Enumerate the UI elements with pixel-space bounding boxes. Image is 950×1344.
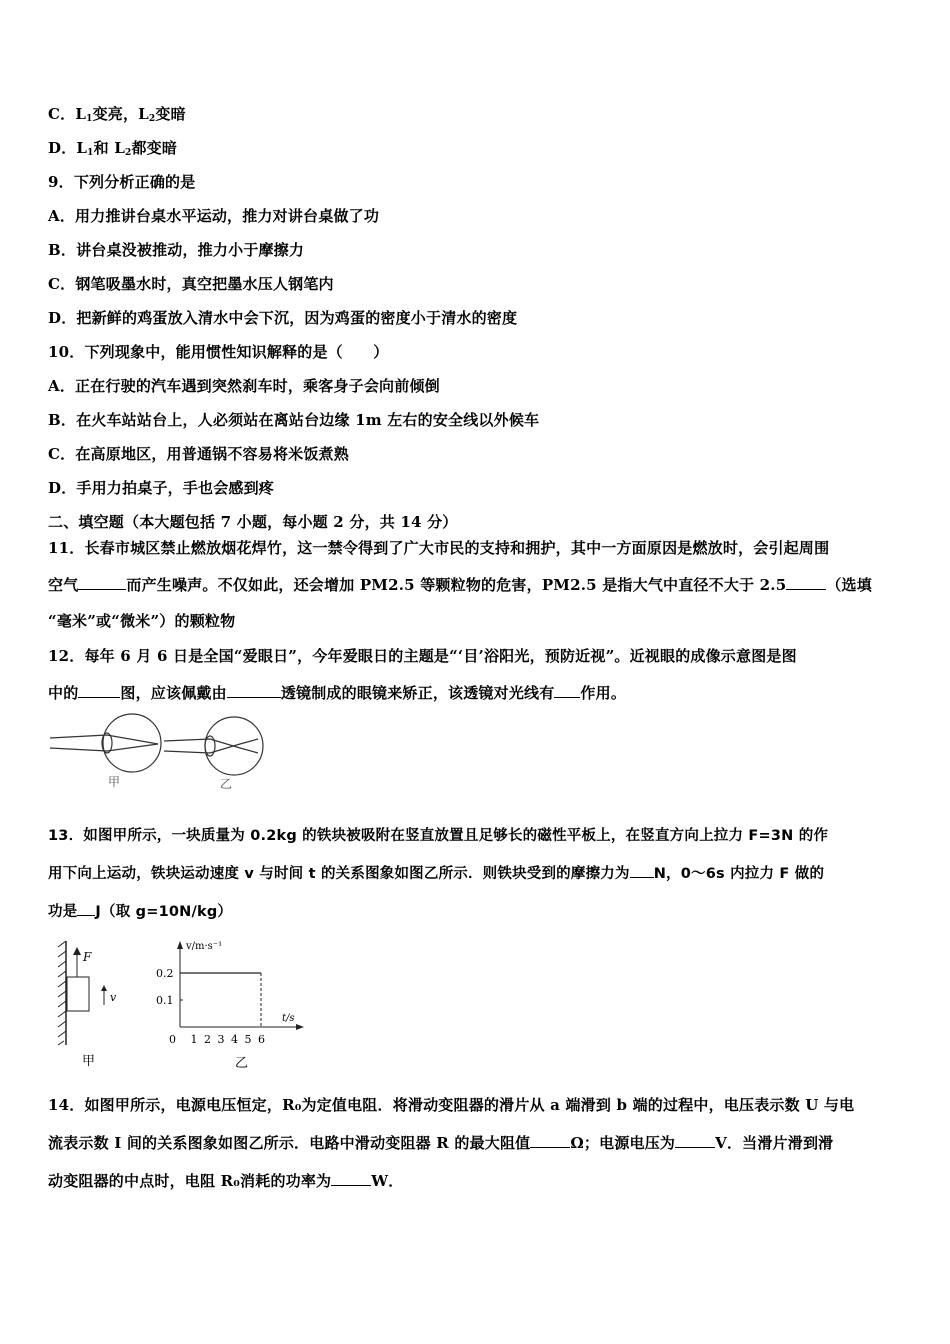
- force-label: F: [83, 950, 92, 964]
- eye-b-ray-top: [164, 739, 258, 753]
- velocity-arrow-head: [101, 985, 107, 991]
- x-tick-label: 0: [169, 1033, 176, 1046]
- answer-blank: [630, 864, 654, 878]
- question-14-line-1: 14．如图甲所示，电源电压恒定，R₀为定值电阻．将滑动变阻器的滑片从 a 端滑到 b 端的过程中，电压表示数 U 与电: [48, 1096, 855, 1114]
- question-12-line-2: 中的 图，应该佩戴由 透镜制成的眼镜来矫正，该透镜对光线有 作用。: [48, 684, 627, 702]
- board-hatching: [58, 941, 66, 1045]
- question-9-option-a: A．用力推讲台桌水平运动，推力对讲台桌做了功: [48, 207, 380, 225]
- velocity-time-chart: [150, 935, 320, 1075]
- question-10-option-b: B．在火车站站台上，人必须站在离站台边缘 1m 左右的安全线以外候车: [48, 411, 540, 429]
- question-13-line-2: 用下向上运动，铁块运动速度 v 与时间 t 的关系图象如图乙所示．则铁块受到的摩擦力为 N，0～6s 内拉力 F 做的: [48, 866, 825, 882]
- x-tick-label: 3: [217, 1033, 225, 1046]
- question-10-option-c: C．在高原地区，用普通锅不容易将米饭煮熟: [48, 445, 349, 463]
- question-11-line-3: “毫米”或“微米”）的颗粒物: [48, 612, 236, 630]
- question-9-option-c: C．钢笔吸墨水时，真空把墨水压人钢笔内: [48, 275, 334, 293]
- block-on-board-figure: [50, 935, 130, 1075]
- x-tick-label: 6: [258, 1033, 265, 1046]
- option-d: D．$L_1$和 $L_2$都变暗: [48, 139, 178, 158]
- x-axis-label: t/s: [282, 1013, 295, 1024]
- option-c: C．$L_1$变亮，$L_2$变暗: [48, 105, 186, 124]
- answer-blank: [554, 684, 580, 698]
- section-2-heading: 二、填空题（本大题包括 7 小题，每小题 2 分，共 14 分）: [48, 513, 458, 531]
- eye-a-label: 甲: [108, 775, 121, 789]
- question-10: 10．下列现象中，能用惯性知识解释的是（ ）: [48, 343, 389, 361]
- question-11-line-2: 空气 而产生噪声。不仅如此，还会增加 PM2.5 等颗粒物的危害，PM2.5 是指大气中直径不大于 2.5 （选填: [48, 576, 872, 594]
- question-10-option-d: D．手用力拍桌子，手也会感到疼: [48, 479, 275, 497]
- answer-blank: [77, 902, 95, 916]
- y-tick-label: 0.2: [156, 967, 174, 980]
- answer-blank: [227, 684, 281, 698]
- answer-blank: [530, 1134, 570, 1148]
- y-tick-label: 0.1: [156, 994, 174, 1007]
- answer-blank: [675, 1134, 715, 1148]
- x-tick-label: 5: [244, 1033, 252, 1046]
- question-9: 9．下列分析正确的是: [48, 173, 196, 191]
- velocity-label: v: [110, 991, 117, 1004]
- answer-blank: [331, 1172, 371, 1186]
- question-12-line-1: 12．每年 6 月 6 日是全国“爱眼日”，今年爱眼日的主题是“‘目’浴阳光，预防近视”。近视眼的成像示意图是图: [48, 647, 797, 665]
- eye-b-ray-bottom: [164, 739, 258, 753]
- question-13-line-3: 功是 J（取 g=10N/kg）: [48, 904, 233, 920]
- answer-blank: [786, 576, 826, 590]
- x-tick-label: 2: [204, 1033, 211, 1046]
- eye-b-label: 乙: [220, 777, 233, 790]
- question-10-option-a: A．正在行驶的汽车遇到突然刹车时，乘客身子会向前倾倒: [48, 377, 440, 395]
- x-tick-label: 1: [190, 1033, 198, 1046]
- y-axis-arrow: [177, 941, 183, 949]
- question-14-line-2: 流表示数 I 间的关系图象如图乙所示．电路中滑动变阻器 R 的最大阻值 Ω；电源电压为 V．当滑片滑到滑: [48, 1134, 834, 1152]
- figure-b-caption: 乙: [235, 1056, 249, 1071]
- figure-a-caption: 甲: [82, 1054, 96, 1069]
- x-tick-label: 4: [231, 1033, 238, 1046]
- question-9-option-d: D．把新鲜的鸡蛋放入清水中会下沉，因为鸡蛋的密度小于清水的密度: [48, 309, 518, 327]
- y-axis-label: v/m·s⁻¹: [186, 941, 223, 952]
- iron-block: [67, 977, 89, 1011]
- question-14-line-3: 动变阻器的中点时，电阻 R₀消耗的功率为 W．: [48, 1172, 404, 1190]
- myopia-eye-diagram: [44, 708, 274, 790]
- x-axis-arrow: [296, 1024, 304, 1030]
- force-arrow-head: [73, 947, 81, 955]
- question-13-line-1: 13．如图甲所示，一块质量为 0.2kg 的铁块被吸附在竖直放置且足够长的磁性平板上，在竖直方向上拉力 F=3N 的作: [48, 828, 829, 844]
- answer-blank: [78, 684, 120, 698]
- question-11-line-1: 11．长春市城区禁止燃放烟花焊竹，这一禁令得到了广大市民的支持和拥护，其中一方面原因是燃放时，会引起周围: [48, 539, 830, 557]
- question-9-option-b: B．讲台桌没被推动，推力小于摩擦力: [48, 241, 305, 259]
- answer-blank: [78, 576, 126, 590]
